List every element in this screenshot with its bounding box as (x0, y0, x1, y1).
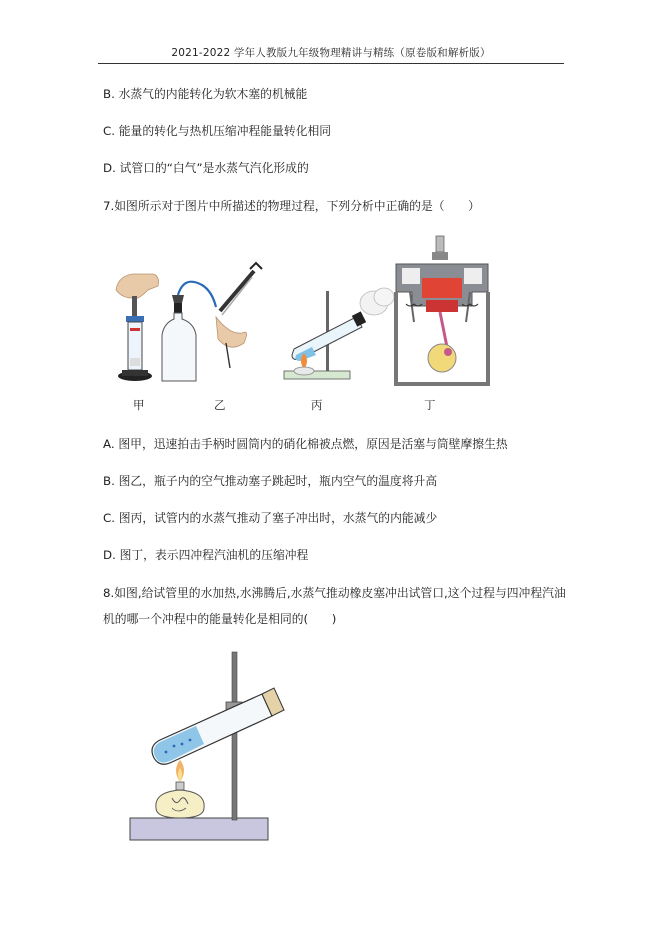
q7-option-a: A. 图甲，迅速拍击手柄时圆筒内的硝化棉被点燃，原因是活塞与筒壁摩擦生热 (103, 437, 508, 451)
q7-option-c: C. 图丙，试管内的水蒸气推动了塞子冲出时，水蒸气的内能减少 (103, 511, 438, 525)
figure-ding-illustration (392, 234, 492, 394)
prev-option-c: C. 能量的转化与热机压缩冲程能量转化相同 (103, 124, 332, 138)
prev-option-b: B. 水蒸气的内能转化为软木塞的机械能 (103, 87, 308, 101)
q8-figure-illustration (128, 648, 288, 848)
figure-jia-illustration (108, 268, 168, 393)
figure-yi-label: 乙 (214, 398, 226, 412)
q7-stem: 7.如图所示对于图片中所描述的物理过程，下列分析中正确的是（ ） (103, 199, 480, 213)
q8-stem-line1: 8.如图,给试管里的水加热,水沸腾后,水蒸气推动橡皮塞冲出试管口,这个过程与四冲程汽油 (103, 586, 566, 600)
page-header: 2021-2022 学年人教版九年级物理精讲与精练（原卷版和解析版） (98, 45, 564, 64)
figure-ding-label: 丁 (424, 398, 436, 412)
figure-yi-illustration (160, 263, 270, 388)
q7-option-b: B. 图乙，瓶子内的空气推动塞子跳起时，瓶内空气的温度将升高 (103, 474, 438, 488)
q8-stem-line2: 机的哪一个冲程中的能量转化是相同的( ) (103, 612, 337, 626)
figure-jia-label: 甲 (133, 398, 145, 412)
prev-option-d: D. 试管口的“白气”是水蒸气汽化形成的 (103, 161, 309, 175)
figure-bing-illustration (284, 285, 394, 385)
figure-bing-label: 丙 (311, 398, 323, 412)
q7-option-d: D. 图丁，表示四冲程汽油机的压缩冲程 (103, 548, 309, 562)
